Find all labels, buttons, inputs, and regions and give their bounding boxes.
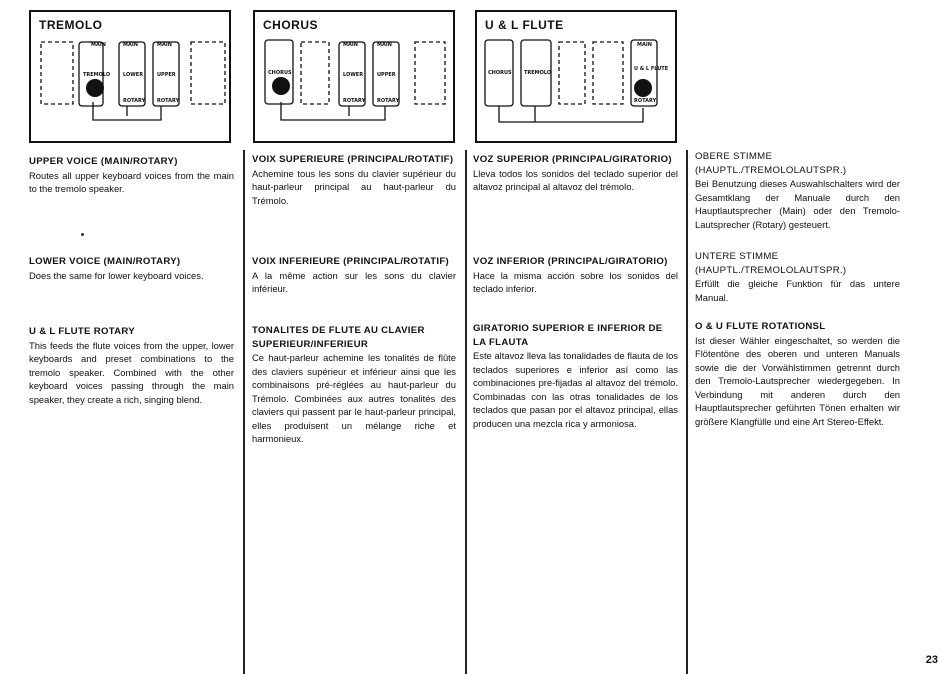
section-body: Ist dieser Wähler eingeschaltet, so werden die Flötentöne des oberen und unteren Manuals sowie die der Vorwählstimmen getrennt durch den Tremolo-Lautsprecher wiedergegeben. In Verbindung mit anderen durch den Hauptlautsprecher geführten Tönen erhalten wir größere Klangfülle und eine Art Stereo-Effekt.: [695, 334, 900, 427]
section-upper-voice: [29, 155, 234, 196]
svg-text:ROTARY: ROTARY: [634, 98, 657, 104]
svg-text:CHORUS: CHORUS: [488, 70, 512, 76]
section-upper-voice: [695, 150, 900, 231]
svg-text:TREMOLO: TREMOLO: [83, 72, 111, 78]
svg-text:ROTARY: ROTARY: [157, 98, 180, 104]
section-body: Achemine tous les sons du clavier supérieur du haut-parleur principal au haut-parleur du Trémolo.: [252, 167, 456, 206]
section-body: This feeds the flute voices from the upper, lower keyboards and preset combinations to the tremolo speaker. Combined with the other keyboard voices passing through the main speaker, they create a rich, singing blend.: [29, 339, 234, 405]
section-heading: VOZ SUPERIOR (PRINCIPAL/GIRATORIO): [473, 154, 672, 165]
section-heading: UPPER VOICE (MAIN/ROTARY): [29, 156, 178, 167]
page-number: 23: [925, 654, 938, 666]
svg-text:ROTARY: ROTARY: [343, 98, 366, 104]
section-heading: UNTERE STIMME (HAUPTL./TREMOLOLAUTSPR.): [695, 251, 847, 276]
section-upper-voice: [473, 153, 678, 194]
section-flute-rotary: [29, 325, 234, 406]
speck-dot: [81, 233, 84, 236]
column-divider: [465, 150, 467, 674]
section-lower-voice: [29, 255, 234, 282]
svg-text:MAIN: MAIN: [343, 42, 358, 48]
ul-flute-diagram-panel: [475, 10, 677, 143]
switch-lever-icon: [634, 79, 652, 97]
section-flute-rotary: [252, 324, 456, 446]
panel-title: U & L FLUTE: [485, 18, 564, 32]
section-flute-rotary: [473, 322, 678, 430]
section-heading: VOIX INFERIEURE (PRINCIPAL/ROTATIF): [252, 256, 450, 267]
svg-text:TREMOLO: TREMOLO: [524, 70, 552, 76]
section-heading: U & L FLUTE ROTARY: [29, 326, 135, 337]
svg-text:MAIN: MAIN: [157, 42, 172, 48]
switch-lever-icon: [86, 79, 104, 97]
section-body: Bei Benutzung dieses Auswahlschalters wird der Gesamtklang der Manuale durch den Hauptlautsprecher (Main) oder den Tremolo-Lautsprecher (Rotary) gesteuert.: [695, 178, 900, 230]
panel-title: CHORUS: [263, 18, 319, 32]
tab-label: MAIN: [91, 42, 106, 48]
svg-text:UPPER: UPPER: [157, 72, 176, 78]
section-body: Ce haut-parleur achemine les tonalités de flûte des claviers supérieur et inférieur ainsi que les combinaisons pré-réglées au haut-parleur du Trémolo. Combinées aux autres tonalités des claviers qui passent par le haut-parleur principal, elles produisent un mélange riche et harmonieux.: [252, 352, 456, 444]
section-body: Lleva todos los sonidos del teclado superior del altavoz principal al altavoz del trémolo.: [473, 167, 678, 192]
svg-text:ROTARY: ROTARY: [123, 98, 146, 104]
section-heading: VOIX SUPERIEURE (PRINCIPAL/ROTATIF): [252, 154, 454, 165]
section-lower-voice: [695, 250, 900, 304]
panel-title: TREMOLO: [39, 18, 103, 32]
section-heading: TONALITES DE FLUTE AU CLAVIER SUPERIEUR/INFERIEUR: [252, 325, 425, 350]
section-body: Erfüllt die gleiche Funktion für das untere Manual.: [695, 278, 900, 303]
section-heading: VOZ INFERIOR (PRINCIPAL/GIRATORIO): [473, 256, 668, 267]
chorus-switch-diagram: [255, 12, 453, 141]
ul-flute-switch-diagram: [477, 12, 675, 141]
column-divider: [686, 150, 688, 674]
section-lower-voice: [252, 255, 456, 296]
switch-lever-icon: [272, 77, 290, 95]
section-body: Does the same for lower keyboard voices.: [29, 269, 204, 281]
section-upper-voice: [252, 153, 456, 207]
section-body: Routes all upper keyboard voices from the main to the tremolo speaker.: [29, 169, 234, 194]
section-heading: LOWER VOICE (MAIN/ROTARY): [29, 256, 181, 267]
section-body: Este altavoz lleva las tonalidades de flauta de los teclados superiores e inferior así como las combinaciones pre-fijadas al altavoz del trémolo. Combinadas con las otras tonalidades de los teclados que pasan por el altavoz principal, ellas producen una mezcla rica y armoniosa.: [473, 350, 678, 429]
section-lower-voice: [473, 255, 678, 296]
section-flute-rotary: [695, 320, 900, 428]
svg-text:LOWER: LOWER: [343, 72, 364, 78]
section-heading: GIRATORIO SUPERIOR E INFERIOR DE LA FLAUTA: [473, 323, 663, 348]
svg-text:MAIN: MAIN: [123, 42, 138, 48]
section-heading: O & U FLUTE ROTATIONSL: [695, 321, 826, 332]
tremolo-diagram-panel: [29, 10, 231, 143]
tremolo-switch-diagram: [31, 12, 229, 141]
svg-text:CHORUS: CHORUS: [268, 70, 292, 76]
svg-text:LOWER: LOWER: [123, 72, 144, 78]
section-body: A la même action sur les sons du clavier inférieur.: [252, 269, 456, 294]
section-heading: OBERE STIMME (HAUPTL./TREMOLOLAUTSPR.): [695, 151, 847, 176]
svg-text:UPPER: UPPER: [377, 72, 396, 78]
section-body: Hace la misma acción sobre los sonidos del teclado inferior.: [473, 269, 678, 294]
svg-text:ROTARY: ROTARY: [377, 98, 400, 104]
column-divider: [243, 150, 245, 674]
svg-text:MAIN: MAIN: [637, 42, 652, 48]
svg-text:MAIN: MAIN: [377, 42, 392, 48]
svg-text:U & L FLUTE: U & L FLUTE: [634, 66, 669, 72]
chorus-diagram-panel: [253, 10, 455, 143]
